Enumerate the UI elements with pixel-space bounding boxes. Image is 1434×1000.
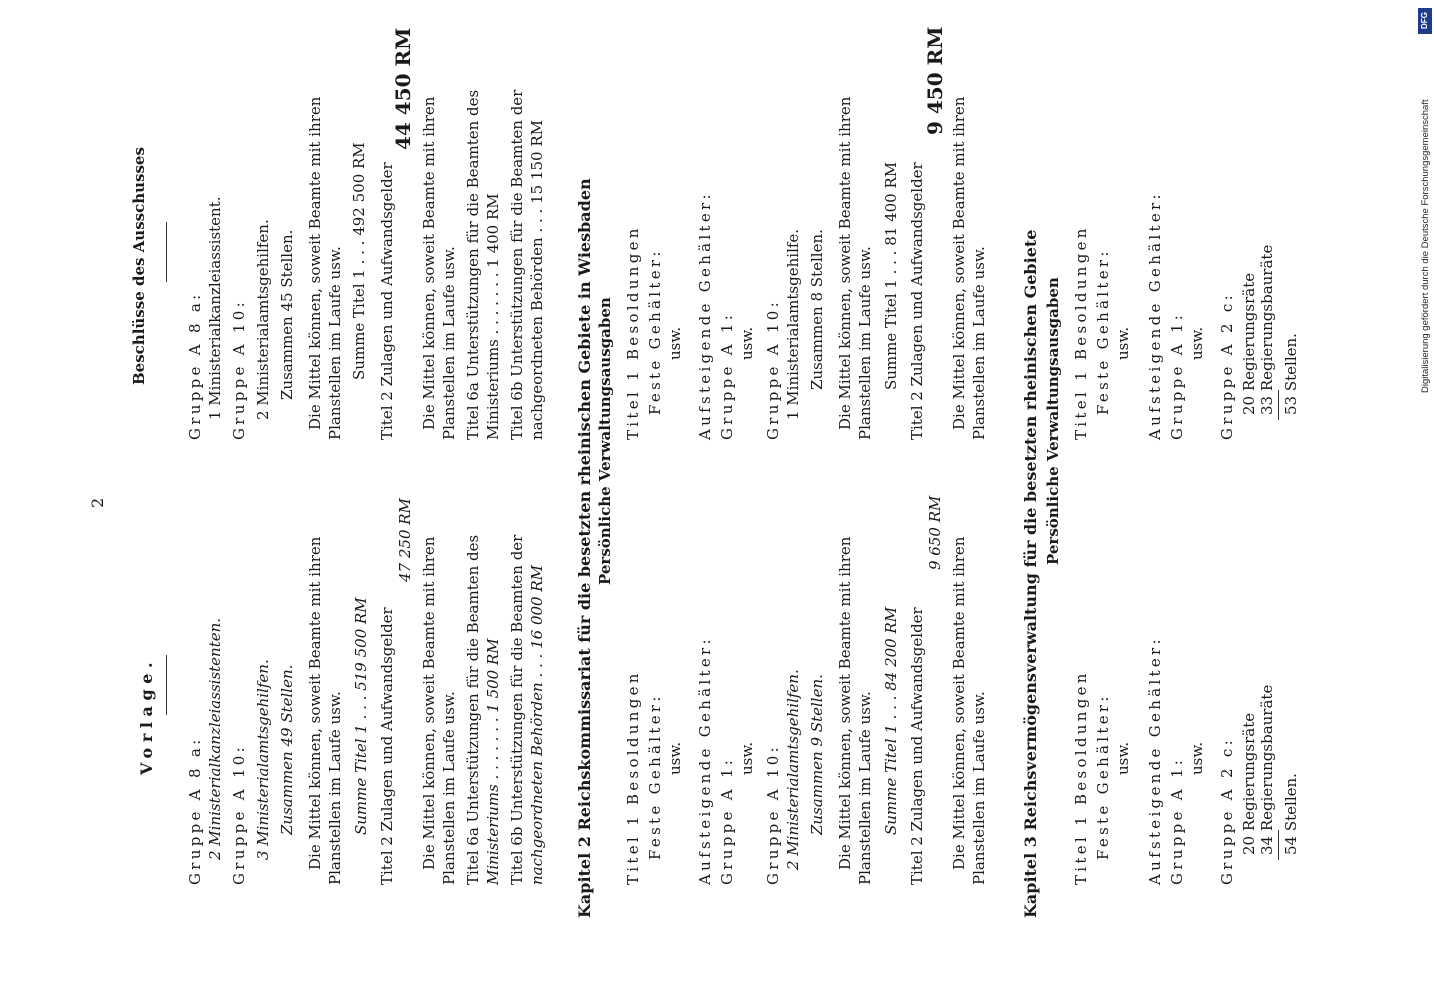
left-line: 34 Regierungsbauräte — [1258, 684, 1276, 855]
left-line: nachgeordneten Behörden . . . 16 000 RM — [528, 564, 546, 885]
chapter-3-subheading: Persönliche Verwaltungsausgaben — [1044, 277, 1062, 565]
right-line: usw. — [1114, 326, 1132, 360]
left-line: Gruppe A 1: — [718, 756, 736, 885]
left-line: Titel 1 Besoldungen — [1072, 670, 1090, 885]
left-line: Titel 1 Besoldungen — [624, 670, 642, 885]
left-line: Aufsteigende Gehälter: — [696, 636, 714, 885]
left-line: Zusammen 9 Stellen. — [808, 674, 826, 835]
right-line: Feste Gehälter: — [646, 248, 664, 415]
left-line: Ministeriums . . . . . . . 1 500 RM — [484, 638, 502, 885]
left-line: Die Mittel können, soweit Beamte mit ihren — [306, 536, 324, 870]
left-line: Titel 2 Zulagen und Aufwandsgelder — [908, 607, 926, 885]
chapter-2-subheading: Persönliche Verwaltungsausgaben — [596, 297, 614, 585]
right-line: 9 450 RM — [923, 26, 947, 135]
left-line: Feste Gehälter: — [646, 693, 664, 860]
left-title: Vorlage. — [137, 656, 156, 775]
left-line: 2 Ministerialkanzleiassistenten. — [206, 617, 224, 860]
left-line: usw. — [738, 741, 756, 775]
left-title-rule — [166, 655, 167, 715]
left-line: 2 Ministerialamtsgehilfen. — [784, 669, 802, 870]
chapter-2-heading: Kapitel 2 Reichskommissariat für die besetzten rheinischen Gebiete in Wiesbaden — [575, 178, 594, 918]
sum-rule — [1278, 830, 1279, 860]
right-line: Ministeriums . . . . . . . 1 400 RM — [484, 193, 502, 440]
right-line: Die Mittel können, soweit Beamte mit ihren — [950, 96, 968, 430]
right-line: Titel 6b Unterstützungen für die Beamten der — [508, 89, 526, 440]
right-title: Beschlüsse des Ausschusses — [130, 147, 148, 385]
right-line: 2 Ministerialamtsgehilfen. — [254, 219, 272, 420]
right-line: Gruppe A 8 a: — [186, 291, 204, 440]
left-line: Gruppe A 8 a: — [186, 736, 204, 885]
left-line: Planstellen im Laufe usw. — [970, 691, 988, 885]
left-line: Gruppe A 10: — [230, 743, 248, 885]
right-title-rule — [166, 222, 167, 282]
right-line: Gruppe A 10: — [764, 298, 782, 440]
right-line: usw. — [1188, 326, 1206, 360]
left-line: Aufsteigende Gehälter: — [1146, 636, 1164, 885]
right-line: 33 Regierungsbauräte — [1258, 244, 1276, 415]
right-line: Gruppe A 2 c: — [1218, 292, 1236, 440]
right-line: Aufsteigende Gehälter: — [696, 191, 714, 440]
right-line: 1 Ministerialamtsgehilfe. — [784, 228, 802, 420]
page-number: 2 — [88, 497, 107, 508]
left-line: Titel 6a Unterstützungen für die Beamten des — [464, 534, 482, 885]
right-line: Titel 2 Zulagen und Aufwandsgelder — [908, 162, 926, 440]
sum-rule — [1278, 390, 1279, 420]
credit-text: Digitalisierung gefördert durch die Deutsche Forschungsgemeinschaft — [1420, 99, 1431, 393]
chapter-3-heading: Kapitel 3 Reichsvermögensverwaltung für die besetzten rheinischen Gebiete — [1021, 229, 1040, 918]
left-line: Planstellen im Laufe usw. — [440, 691, 458, 885]
right-line: 53 Stellen. — [1282, 333, 1300, 415]
left-line: Gruppe A 2 c: — [1218, 737, 1236, 885]
left-line: usw. — [1188, 741, 1206, 775]
right-line: Die Mittel können, soweit Beamte mit ihren — [306, 96, 324, 430]
left-line: Planstellen im Laufe usw. — [856, 691, 874, 885]
left-line: 3 Ministerialamtsgehilfen. — [254, 659, 272, 860]
right-line: Summe Titel 1 . . . 81 400 RM — [882, 161, 900, 390]
right-line: Zusammen 45 Stellen. — [278, 229, 296, 400]
left-line: 54 Stellen. — [1282, 773, 1300, 855]
left-line: 47 250 RM — [396, 498, 414, 582]
left-line: Gruppe A 1: — [1168, 756, 1186, 885]
right-line: Titel 6a Unterstützungen für die Beamten des — [464, 89, 482, 440]
left-line: Gruppe A 10: — [764, 743, 782, 885]
right-line: Feste Gehälter: — [1094, 248, 1112, 415]
right-line: Titel 2 Zulagen und Aufwandsgelder — [378, 162, 396, 440]
left-line: usw. — [1114, 741, 1132, 775]
left-line: Die Mittel können, soweit Beamte mit ihren — [836, 536, 854, 870]
right-line: Titel 1 Besoldungen — [1072, 225, 1090, 440]
dfg-logo: DFG — [1418, 8, 1432, 34]
left-line: 9 650 RM — [926, 495, 944, 570]
right-line: Titel 1 Besoldungen — [624, 225, 642, 440]
left-line: Summe Titel 1 . . . 84 200 RM — [882, 606, 900, 835]
right-line: usw. — [666, 326, 684, 360]
left-line: Die Mittel können, soweit Beamte mit ihren — [420, 536, 438, 870]
left-line: Summe Titel 1 . . . 519 500 RM — [352, 597, 370, 835]
left-line: Die Mittel können, soweit Beamte mit ihren — [950, 536, 968, 870]
right-line: Die Mittel können, soweit Beamte mit ihren — [836, 96, 854, 430]
right-line: Summe Titel 1 . . . 492 500 RM — [350, 142, 368, 380]
right-line: usw. — [738, 326, 756, 360]
left-line: Feste Gehälter: — [1094, 693, 1112, 860]
right-line: nachgeordneten Behörden . . . 15 150 RM — [528, 119, 546, 440]
right-line: Planstellen im Laufe usw. — [440, 246, 458, 440]
right-line: Zusammen 8 Stellen. — [808, 229, 826, 390]
right-line: Aufsteigende Gehälter: — [1146, 191, 1164, 440]
right-line: 44 450 RM — [391, 27, 415, 150]
left-line: Titel 6b Unterstützungen für die Beamten der — [508, 534, 526, 885]
right-line: Gruppe A 1: — [1168, 311, 1186, 440]
right-line: 20 Regierungsräte — [1240, 272, 1258, 415]
right-line: Gruppe A 1: — [718, 311, 736, 440]
left-line: Planstellen im Laufe usw. — [326, 691, 344, 885]
right-line: Die Mittel können, soweit Beamte mit ihren — [420, 96, 438, 430]
left-line: Titel 2 Zulagen und Aufwandsgelder — [378, 607, 396, 885]
digitization-credit — [1418, 8, 1434, 393]
left-line: usw. — [666, 741, 684, 775]
right-line: Gruppe A 10: — [230, 298, 248, 440]
right-line: Planstellen im Laufe usw. — [856, 246, 874, 440]
right-line: 1 Ministerialkanzleiassistent. — [206, 196, 224, 420]
left-line: 20 Regierungsräte — [1240, 712, 1258, 855]
left-line: Zusammen 49 Stellen. — [278, 664, 296, 835]
right-line: Planstellen im Laufe usw. — [970, 246, 988, 440]
right-line: Planstellen im Laufe usw. — [326, 246, 344, 440]
